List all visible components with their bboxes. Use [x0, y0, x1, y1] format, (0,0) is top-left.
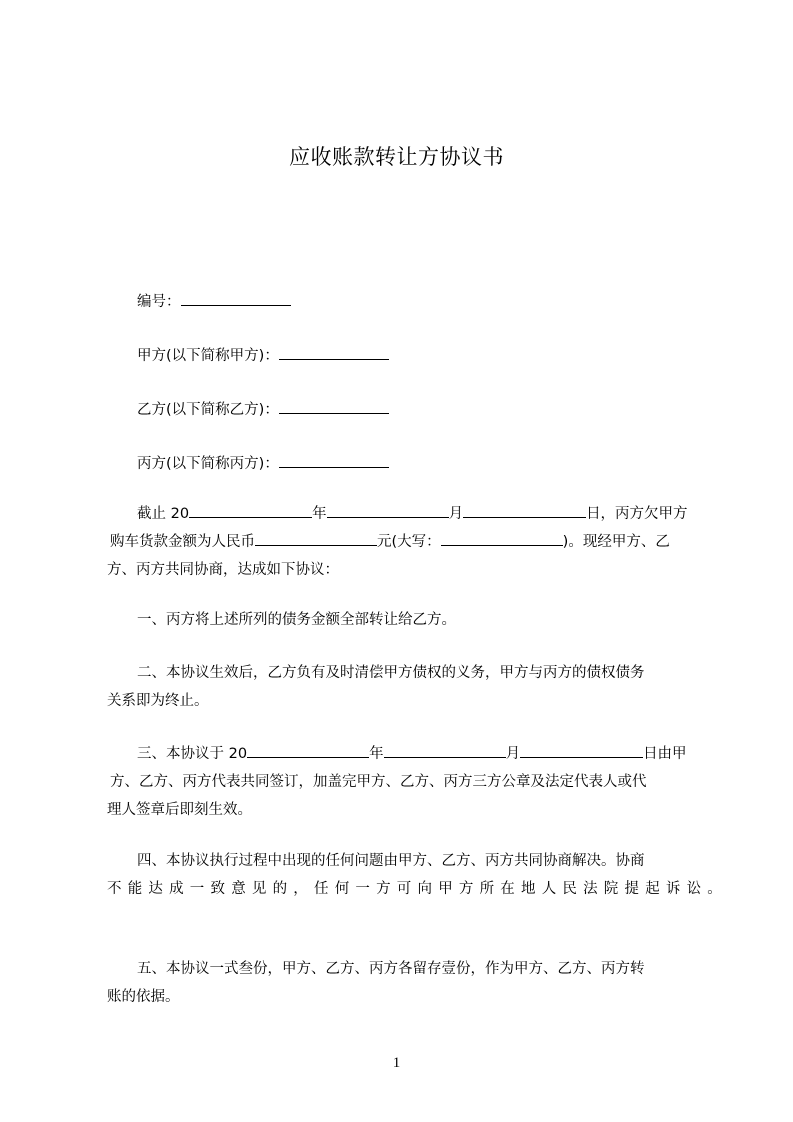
clause-4: 四、本协议执行过程中出现的任何问题由甲方、乙方、丙方共同协商解决。协商 不能达成一致意见的，任何一方可向甲方所在地人民法院提起诉讼。 [107, 853, 728, 897]
clause-3: 三、本协议于 20 年 月 日由甲 方、乙方、丙方代表共同签订，加盖完甲方、乙方、丙方三方公章及法定代表人或代 理人签章后即刻生效。 [107, 740, 700, 824]
clause-1: 一、丙方将上述所列的债务金额全部转让给乙方。 [137, 612, 456, 628]
amount-blank [255, 531, 377, 546]
party-b-label: 乙方(以下简称乙方)： [137, 402, 279, 418]
party-a-field [137, 345, 389, 366]
page-number: 1 [392, 1055, 401, 1071]
intro-line-2: 购车货款金额为人民币 元(大写： )。现经甲方、乙 [107, 528, 700, 556]
sign-day-blank [520, 743, 643, 758]
year-blank [189, 503, 312, 518]
clause-3-line-1: 三、本协议于 20 年 月 日由甲 [107, 740, 700, 768]
clause-5: 五、本协议一式叁份，甲方、乙方、丙方各留存壹份，作为甲方、乙方、丙方转 账的依据。 [107, 961, 645, 1005]
party-a-blank [279, 345, 389, 360]
party-b-blank [279, 399, 389, 414]
intro-line-1: 截止 20 年 月 日，丙方欠甲方 [107, 500, 700, 528]
clause-2: 二、本协议生效后，乙方负有及时清偿甲方债权的义务，甲方与丙方的债权债务 关系即为终止。 [107, 665, 645, 709]
amount-words-blank [441, 531, 563, 546]
party-c-field [137, 453, 389, 474]
intro-line-3: 方、丙方共同协商，达成如下协议： [107, 562, 339, 578]
intro-paragraph [107, 500, 700, 584]
number-label: 编号： [137, 294, 181, 310]
party-c-blank [279, 453, 389, 468]
number-field [137, 291, 291, 312]
party-a-label: 甲方(以下简称甲方)： [137, 348, 279, 364]
month-blank [327, 503, 449, 518]
party-b-field [137, 399, 389, 420]
party-c-label: 丙方(以下简称丙方)： [137, 456, 279, 472]
number-blank [181, 291, 291, 306]
sign-year-blank [247, 743, 369, 758]
day-blank [463, 503, 586, 518]
sign-month-blank [384, 743, 506, 758]
document-title: 应收账款转让方协议书 [289, 145, 504, 169]
